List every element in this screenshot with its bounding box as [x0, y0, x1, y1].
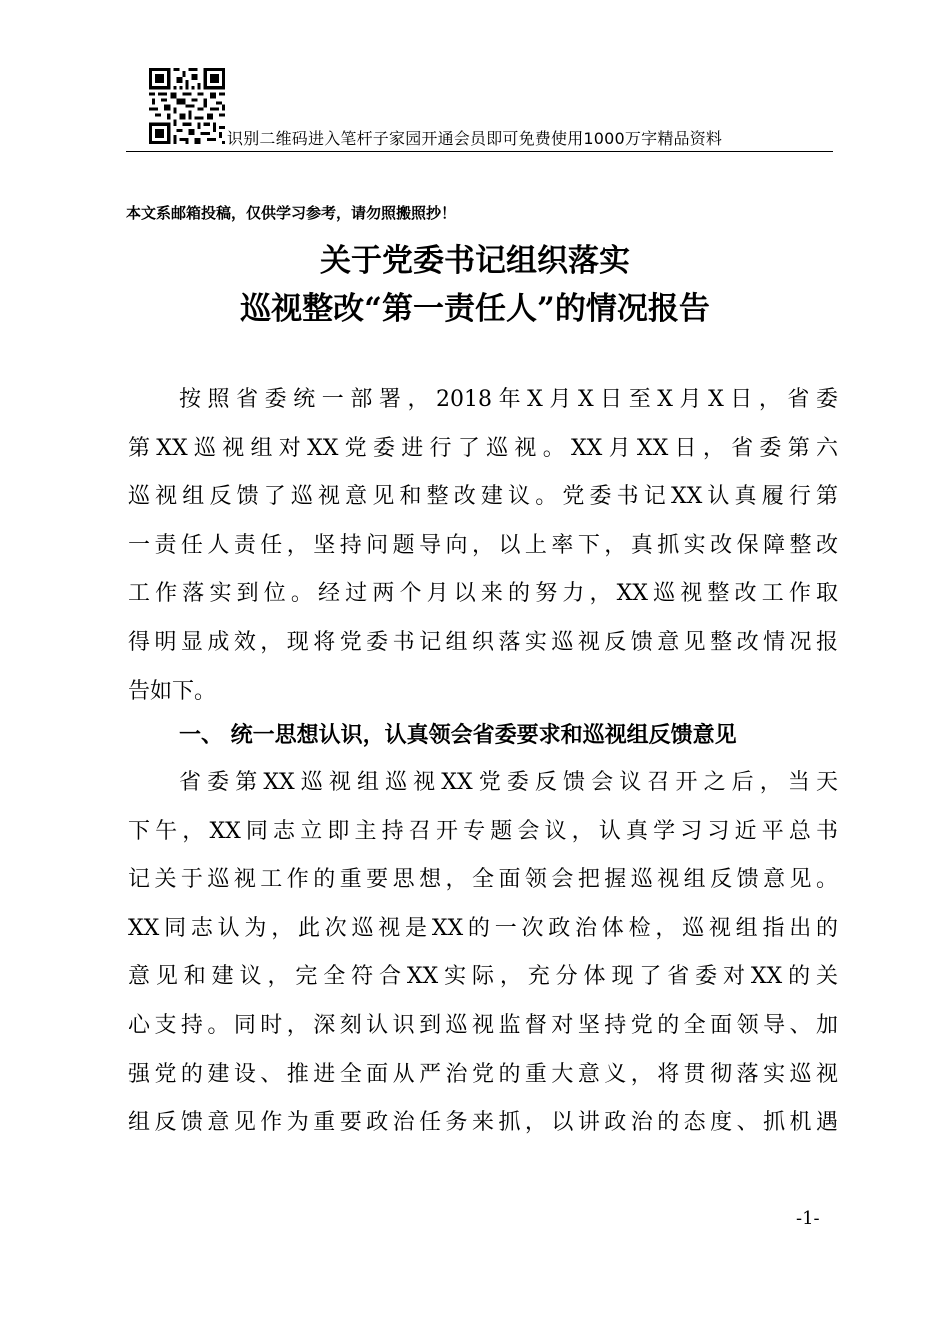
section-heading-1: 一、 统一思想认识，认真领会省委要求和巡视组反馈意见	[179, 723, 737, 748]
paragraph-line: 得明显成效，现将党委书记组织落实巡视反馈意见整改情况报	[128, 629, 838, 655]
paragraph-line: 下午，XX同志立即主持召开专题会议，认真学习习近平总书	[128, 818, 838, 844]
header-promo-text: 识别二维码进入笔杆子家园开通会员即可免费使用1000万字精品资料	[227, 129, 723, 148]
paragraph-line: 按照省委统一部署，2018年X月X日至X月X日，省委	[179, 387, 838, 412]
submission-notice: 本文系邮箱投稿，仅供学习参考，请勿照搬照抄！	[126, 204, 457, 222]
paragraph-introduction	[128, 376, 838, 716]
paragraph-line: 记关于巡视工作的重要思想，全面领会把握巡视组反馈意见。	[128, 867, 838, 893]
paragraph-line: 强党的建设、推进全面从严治党的重大意义，将贯彻落实巡视	[128, 1061, 838, 1087]
paragraph-line: 省委第XX巡视组巡视XX党委反馈会议召开之后，当天	[179, 770, 838, 795]
paragraph-line: XX同志认为，此次巡视是XX的一次政治体检，巡视组指出的	[128, 915, 838, 941]
document-title-line1: 关于党委书记组织落实	[320, 243, 630, 279]
document-title-line2: 巡视整改“第一责任人”的情况报告	[240, 291, 710, 327]
paragraph-line: 组反馈意见作为重要政治任务来抓，以讲政治的态度、抓机遇	[128, 1110, 838, 1136]
page-number: -1-	[796, 1208, 820, 1229]
qr-code	[149, 68, 225, 144]
header-divider	[126, 151, 833, 152]
paragraph-line: 意见和建议，完全符合XX实际，充分体现了省委对XX的关	[128, 964, 838, 990]
paragraph-line: 心支持。同时，深刻认识到巡视监督对坚持党的全面领导、加	[128, 1012, 838, 1038]
paragraph-line: 第XX巡视组对XX党委进行了巡视。XX月XX日，省委第六	[128, 435, 838, 461]
paragraph-section1	[128, 759, 838, 1148]
paragraph-line: 告如下。	[128, 678, 217, 704]
paragraph-line: 巡视组反馈了巡视意见和整改建议。党委书记XX认真履行第	[128, 484, 838, 510]
paragraph-line: 一责任人责任，坚持问题导向，以上率下，真抓实改保障整改	[128, 532, 838, 558]
paragraph-line: 工作落实到位。经过两个月以来的努力，XX巡视整改工作取	[128, 581, 838, 607]
